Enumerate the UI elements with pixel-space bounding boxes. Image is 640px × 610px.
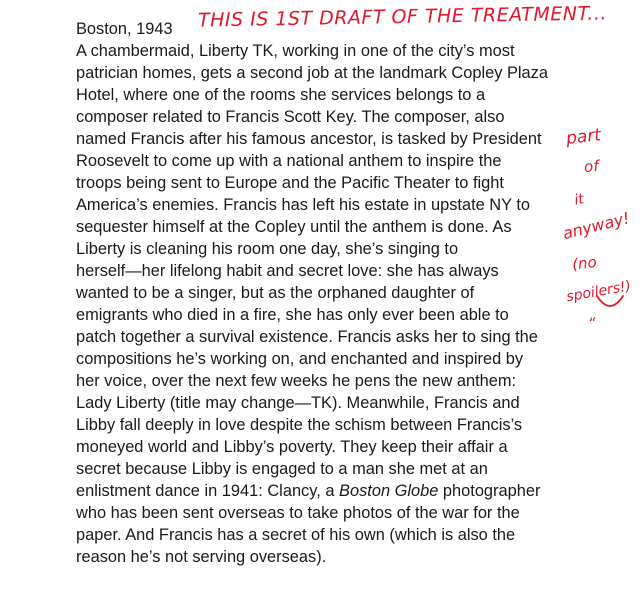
line-text: enlistment dance in 1941: Clancy, a (76, 482, 335, 500)
paragraph-line: paper. And Francis has a secret of his own (which is also the (76, 526, 516, 544)
margin-note-word: it (573, 191, 586, 209)
paragraph-line: Liberty is cleaning his room one day, she’s singing to (76, 240, 459, 258)
paragraph-line: Roosevelt to come up with a national anthem to inspire the (76, 152, 502, 170)
paragraph-line: herself—her lifelong habit and secret love: she has always (76, 262, 499, 280)
margin-note-word: spoilers!) (565, 278, 633, 306)
margin-note-word: anyway! (560, 208, 632, 244)
paragraph-line: reason he’s not serving overseas). (76, 548, 327, 566)
paragraph-line: Lady Liberty (title may change—TK). Meanwhile, Francis and (76, 394, 520, 412)
paragraph-line: Libby fall deeply in love despite the schism between Francis’s (76, 416, 523, 434)
margin-note-word: (no (571, 253, 598, 274)
paragraph-line: patrician homes, gets a second job at the landmark Copley Plaza (76, 64, 548, 82)
treatment-text (76, 18, 576, 568)
paragraph-line: America’s enemies. Francis has left his estate in upstate NY to (76, 196, 530, 214)
paragraph-line: secret because Libby is engaged to a man she met at an (76, 460, 488, 478)
paragraph-line: Hotel, where one of the rooms she services belongs to a (76, 86, 486, 104)
margin-note-word: of (583, 156, 600, 176)
paragraph-line: compositions he’s working on, and enchanted and inspired by (76, 350, 524, 368)
paragraph-line: sequester himself at the Copley until the anthem is done. As (76, 218, 512, 236)
newspaper-title-italic: Boston Globe (339, 482, 439, 500)
paragraph-line-with-italic (76, 480, 576, 502)
paragraph-line: A chambermaid, Liberty TK, working in one of the city’s most (76, 42, 515, 60)
paragraph-line: composer related to Francis Scott Key. The composer, also (76, 108, 505, 126)
dateline-heading: Boston, 1943 (76, 20, 173, 38)
margin-note-word: “ (587, 313, 597, 333)
paragraph-line: moneyed world and Libby’s poverty. They keep their affair a (76, 438, 508, 456)
paragraph-line: named Francis after his famous ancestor, is tasked by President (76, 130, 542, 148)
margin-note-word: part (565, 125, 602, 149)
paragraph-line: who has been sent overseas to take photos of the war for the (76, 504, 520, 522)
handwritten-title-note: THIS IS 1ST DRAFT OF THE TREATMENT... (197, 2, 608, 32)
paragraph-line: emigrants who died in a fire, she has only ever been able to (76, 306, 509, 324)
paragraph-line: troops being sent to Europe and the Pacific Theater to fight (76, 174, 504, 192)
paragraph-line: her voice, over the next few weeks he pens the new anthem: (76, 372, 517, 390)
paragraph-line: patch together a survival existence. Francis asks her to sing the (76, 328, 538, 346)
paragraph-line: wanted to be a singer, but as the orphaned daughter of (76, 284, 475, 302)
smile-doodle-icon (594, 290, 626, 314)
line-text: photographer (438, 482, 541, 500)
